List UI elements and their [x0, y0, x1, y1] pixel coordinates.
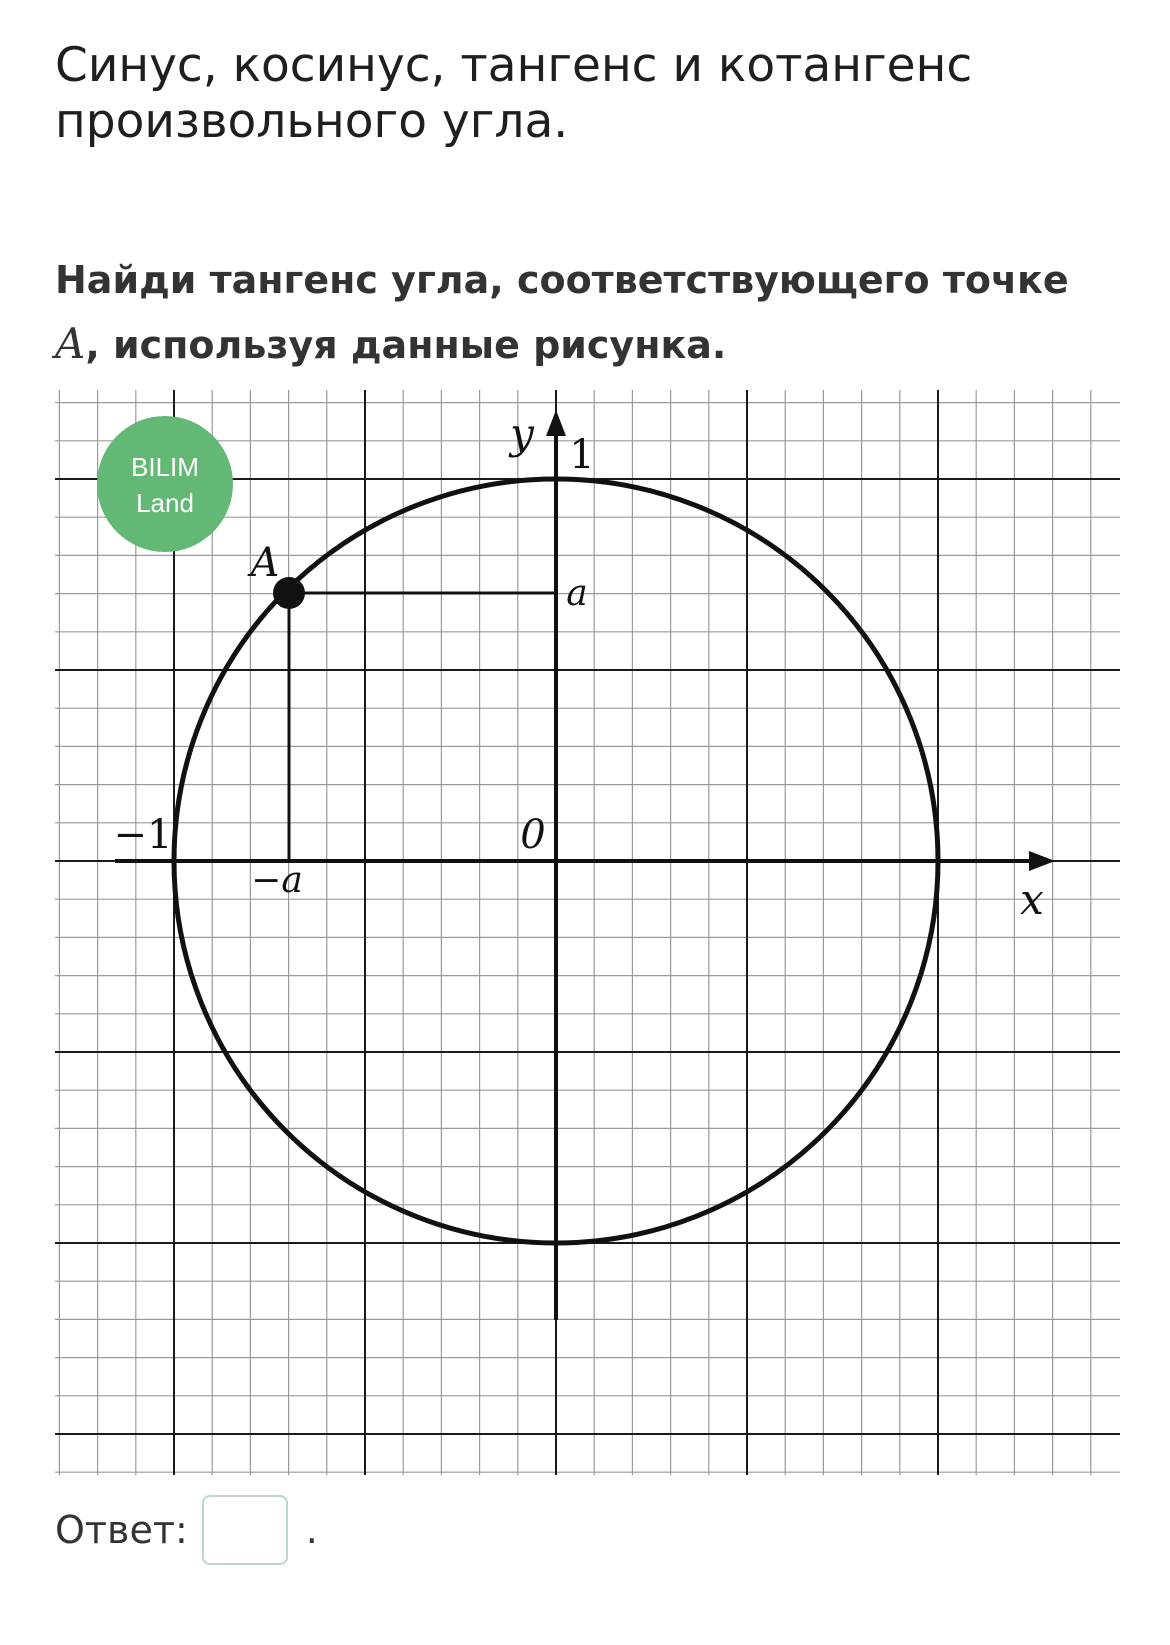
task-point-name: A — [55, 319, 86, 368]
y-axis-label: y — [510, 409, 534, 458]
point-a-label: A — [250, 540, 280, 586]
unit-circle-figure — [55, 390, 1120, 1475]
answer-row — [55, 1490, 318, 1570]
y-tick-label-one: 1 — [569, 432, 595, 478]
task-text — [55, 248, 1125, 377]
point-y-coordinate-label: a — [566, 573, 588, 614]
logo-text-line1: BILIM — [131, 452, 199, 482]
origin-label: 0 — [520, 812, 546, 858]
logo-circle — [97, 416, 233, 552]
page-title: Синус, косинус, тангенс и котангенс произвольного угла. — [55, 38, 973, 149]
unit-circle-svg — [55, 390, 1120, 1475]
answer-suffix: . — [305, 1508, 318, 1552]
task-text-after: , используя данные рисунка. — [85, 323, 727, 367]
point-x-coordinate-label: −a — [251, 860, 303, 901]
task-text-before: Найди тангенс угла, соответствующего точке — [55, 258, 1069, 302]
answer-label: Ответ: — [55, 1508, 188, 1552]
bilimland-logo — [97, 416, 233, 552]
x-tick-label-minus-one: −1 — [113, 812, 173, 858]
grid-background — [55, 390, 1120, 1475]
x-axis-label: x — [1020, 875, 1044, 924]
answer-input[interactable] — [202, 1495, 288, 1565]
logo-text-line2: Land — [136, 488, 194, 518]
